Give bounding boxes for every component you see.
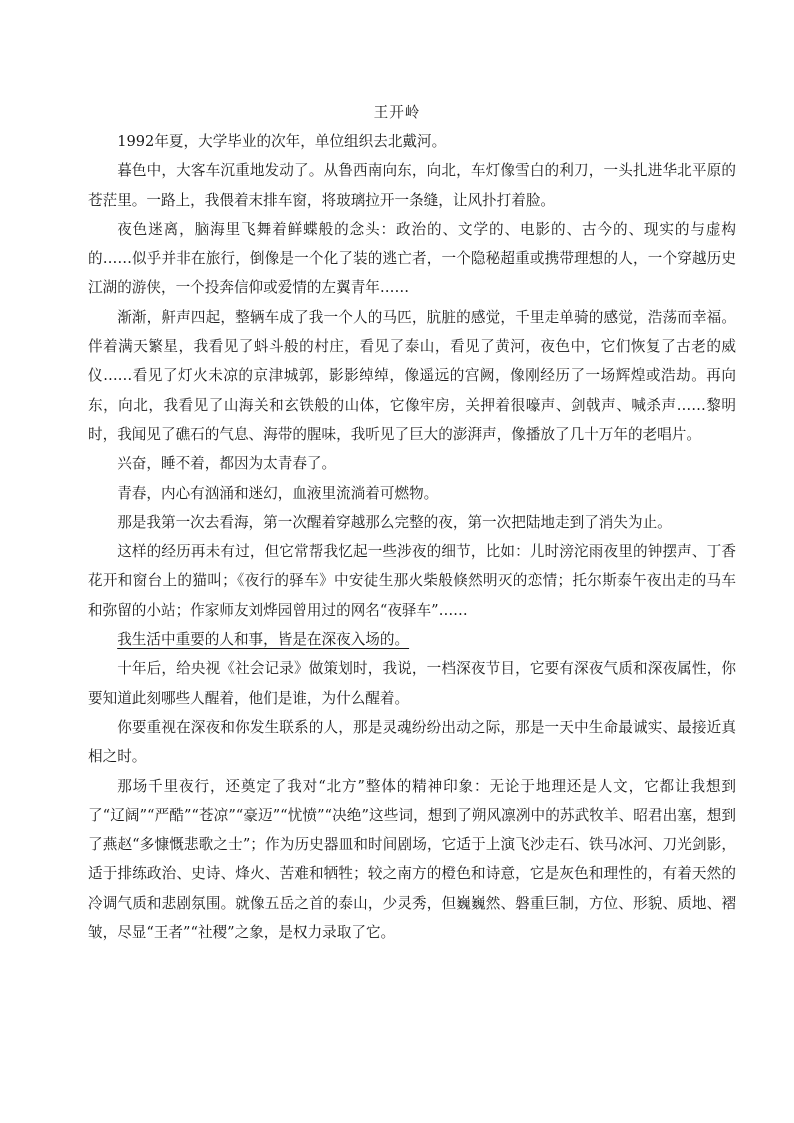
paragraph: 兴奋，睡不着，都因为太青春了。 — [117, 455, 337, 473]
author-name: 王开岭 — [373, 104, 421, 121]
paragraph: 那是我第一次去看海，第一次醒着穿越那么完整的夜，第一次把陆地走到了消失为止。 — [117, 513, 672, 531]
paragraph: 十年后，给央视《社会记录》做策划时，我说，一档深夜节目，它要有深夜气质和深夜属性，你要知道此刻哪些人醒着，他们是谁，为什么醒着。 — [88, 660, 736, 707]
underlined-sentence: 我生活中重要的人和事，皆是在深夜入场的。 — [117, 631, 410, 649]
paragraph: 这样的经历再未有过，但它常帮我忆起一些涉夜的细节，比如：儿时滂沱雨夜里的钟摆声、丁香花开和窗台上的猫叫；《夜行的驿车》中安徒生那火柴般倏然明灭的恋情；托尔斯泰午夜出走的马车和弥留的小站；作家师友刘烨园曾用过的网名“夜驿车”…… — [88, 543, 736, 619]
article-body — [88, 127, 736, 947]
paragraph: 1992年夏，大学毕业的次年，单位组织去北戴河。 — [117, 133, 447, 150]
underlined-paragraph — [88, 625, 736, 654]
paragraph: 夜色迷离，脑海里飞舞着鲜蝶般的念头：政治的、文学的、电影的、古今的、现实的与虚构的……似乎并非在旅行，倒像是一个化了装的逃亡者，一个隐秘超重或携带理想的人，一个穿越历史江湖的游侠，一个投奔信仰或爱情的左翼青年…… — [88, 220, 736, 297]
paragraph: 你要重视在深夜和你发生联系的人，那是灵魂纷纷出动之际，那是一天中生命最诚实、最接近真相之时。 — [88, 718, 736, 766]
paragraph: 暮色中，大客车沉重地发动了。从鲁西南向东，向北，车灯像雪白的利刀，一头扎进华北平原的苍茫里。一路上，我偎着末排车窗，将玻璃拉开一条缝，让风扑打着脸。 — [88, 162, 736, 209]
paragraph: 渐渐，鼾声四起，整辆车成了我一个人的马匹，肮脏的感觉，千里走单骑的感觉，浩荡而幸福。伴着满天繁星，我看见了蚪斗般的村庄，看见了泰山，看见了黄河，夜色中，它们恢复了古老的威仪……看见了灯火未凉的京津城郭，影影绰绰，像遥远的宫阙，像刚经历了一场辉煌或浩劫。再向东，向北，我看见了山海关和玄铁般的山体，它像牢房，关押着很嚎声、剑戟声、喊杀声……黎明时，我闻见了礁石的气息、海带的腥味，我听见了巨大的澎湃声，像播放了几十万年的老唱片。 — [88, 308, 736, 443]
paragraph: 那场千里夜行，还奠定了我对“北方”整体的精神印象：无论于地理还是人文，它都让我想到了“辽阔”“严酷”“苍凉”“豪迈”“忧愤”“决绝”这些词，想到了朔风凛冽中的苏武牧羊、昭君出塞，想到了燕赵“多慷慨悲歌之士”；作为历史器皿和时间剧场，它适于上演飞沙走石、铁马冰河、刀光剑影，适于排练政治、史诗、烽火、苦难和牺牲；较之南方的橙色和诗意，它是灰色和理性的，有着天然的冷调气质和悲剧氛围。就像五岳之首的泰山，少灵秀，但巍巍然、磐重巨制，方位、形貌、质地、褶皱，尽显“王者”“社稷”之象，是权力录取了它。 — [88, 777, 736, 942]
paragraph: 青春，内心有汹涌和迷幻，血液里流淌着可燃物。 — [117, 484, 439, 502]
